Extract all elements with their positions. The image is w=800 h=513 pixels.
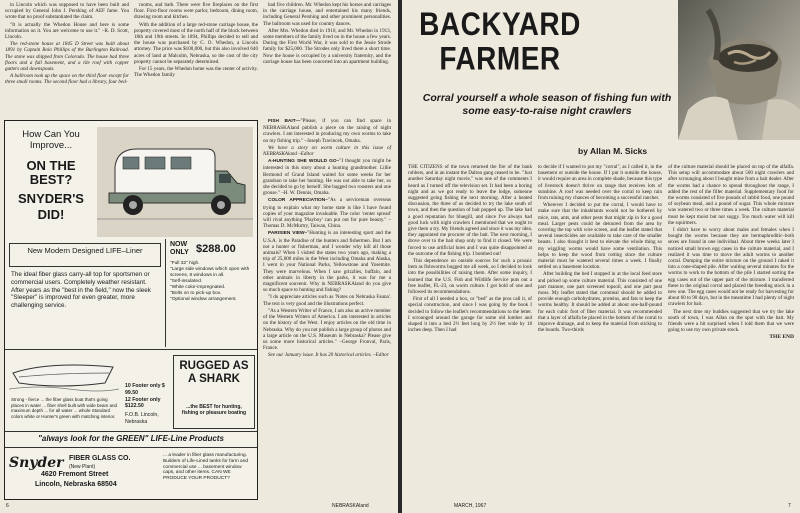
- issue-date: MARCH, 1967: [454, 503, 487, 509]
- paragraph: With the addition of a large red-stone carriage house, the property covered most of the north half of the block between 18th and 19th streets. In 1894, Phillips decided to sell and the house was purchased by C. O. Whedon, a Lincoln attorney. The price was $100,000, but this also involved 640 acres of land at Malcolm, Nebraska, so the cost of the city property cannot be separately determined.: [134, 21, 258, 65]
- article-deck: Corral yourself a whole season of fishing fun with some easy-to-raise night crawlers: [422, 92, 672, 117]
- paragraph: After building the bed I stopped in at the local feed store and picked up some culture material. This consisted of one part manure, one part screened topsoil, and one part peat moss. My leaflet stated that cornmeal should be added to provide enough carbohydrates, proteins, and fats to keep the worms healthy. It should be added at about one-half-pound for each cubic foot of fiber material. It was recommended that a layer of alfalfa be placed in the bottom of the corral to improve drainage, and to keep the material from sticking to the boards. Two-thirds: [538, 271, 662, 334]
- pickup-truck-illustration: [97, 127, 253, 237]
- snyder-did-text: SNYDER'S DID!: [18, 191, 84, 222]
- top-column-2: [134, 2, 258, 122]
- now-only-label: NOW ONLY: [170, 241, 189, 256]
- the-end-mark: THE END: [769, 334, 794, 341]
- features-list: [170, 261, 252, 303]
- on-best-text: ON THE BEST?: [26, 158, 76, 187]
- life-liner-title-box: [9, 243, 161, 267]
- feature-item: "Large side windows which open with screens, 8 windows in all.: [170, 267, 250, 278]
- divider: [5, 447, 257, 448]
- article-column-2: [538, 164, 662, 502]
- paragraph: After Mrs. Whedon died in 1910, and Mr. Whedon in 1913, some members of the family lived on in the house a few years. During the First World War, it was sold to the Jessie Strode family for $25,000. The Strodes only lived there a short time. Now the house is occupied by a university fraternity, and the carriage house has been concerted into an apartment building.: [263, 27, 391, 65]
- divider: [5, 431, 257, 432]
- how-can-text: How Can You Improve...: [22, 129, 80, 151]
- paragraph: "I do appreciate articles such as 'Notes on Nebraska Fauna'. The text is very good and the illustrations perfect.: [263, 294, 391, 307]
- paragraph: I didn't have to worry about males and females when I bought the worms because they are hermaphroditic–both sexes are found in one individual. About three weeks later I noticed small brown egg cases in the culture material, and I realized it was time to move the adult worms to another corral. Dumping the entire mixture on the ground I raked it into a cone-shaped pile. After waiting several minutes for the worms to work to the bottom of the pile I started sorting the egg cases out of the upper part of the mixture. I transferred these to the original corral and placed the breeding stock in a new one. The egg cases would not be ready for harvesting for about 60 to 90 days, but in the meantime I had plenty of night crawlers for bait.: [668, 227, 794, 308]
- boat-prices: [125, 383, 169, 426]
- boat-illustration: [9, 353, 119, 395]
- rugged-box: [173, 355, 255, 429]
- company-block: [9, 451, 159, 495]
- price-text: $288.00: [196, 243, 236, 255]
- top-column-1: [5, 2, 129, 122]
- top-column-3: [263, 2, 391, 122]
- page-number-right: 7: [788, 503, 791, 509]
- feature-item: "Optional window arrangement.: [170, 297, 237, 302]
- life-liner-description: The ideal fiber glass carry-all top for sportsmen or commercial users. Completely weather resistant. After years as the "best in the field," now the sleek "Sleeper" is improved for even greater, more challenging service.: [11, 271, 151, 310]
- letter-color: COLOR APPRECIATION–"As a serviceman overseas trying to explain what my home state is like I have found copies of your magazine invaluable. The color 'center spread' will rival anything 'Playboy' can put out for pure beauty." –Thomas D. McMurtry, Taiwan, China.: [263, 197, 391, 230]
- article-title: BACKYARD FARMER: [419, 6, 581, 77]
- paragraph: "As a Western Writer of France, I am also an active member of the Western Writers of America. I am interested in articles on the history of the West. I enjoy articles on the old time in Nebraska. Why do you not publish a large group of photos and a large article on the U.S. Museum in Nebraska? Please give us some more historical articles." –George Fronval, Paris, France.: [263, 307, 391, 352]
- paragraph: in Lincoln which was supposed to have been built and occupied by General John J. Pershing of AEF fame. You wrote that no proof substantiated the claim.: [5, 2, 129, 21]
- feature-item: "Self-insulated.: [170, 279, 203, 284]
- rugged-text: RUGGED AS A SHARK: [179, 360, 249, 385]
- feature-item: "Bolts on to pick-up box.: [170, 291, 222, 296]
- rugged-subtext: ...the BEST for hunting, fishing or pleasure boating: [181, 404, 247, 416]
- price-box: [165, 239, 254, 347]
- paragraph: THE CITIZENS of the town returned the fire of the bank robbers, and in an instant the Dalton gang ceased to be. "Just another Saturday night movie," was one of the comments I heard as I turned off the television set. It had been a boring night and as we got ready to leave the lodge, someone suggested going fishing the next morning. After a heated discussion, the three of us decided to try the lake south of town, and then the question of bait popped up. The lake had a good reputation for bluegill, and since I've always had good luck with night crawlers I mentioned that we ought to give them a try. My friends agreed and since it was my idea, they appointed me procurer of the bait. The next morning, I drove over to the bait shop only to find it closed. We were forced to use artificial lures and I was quite disappointed at the outcome of the fishing trip. I bombed out!: [408, 164, 532, 257]
- paragraph: The next time my buddies suggested that we try the lake south of town, I was Allan on the spot with the bait. My friends were a bit surprised when I told them that we were going to use my own private stock.: [668, 308, 794, 334]
- new-plant-label: (New Plant): [69, 464, 96, 470]
- byline: by Allan M. Sicks: [578, 146, 648, 156]
- snyder-logo: Snyder: [9, 455, 64, 471]
- paragraph: First of all I needed a box, or "bed" as the pros call it, of special construction, and since I was going by the book I decided to follow the leaflet's recommendations to the letter. I scrounged around the garage for some old lumber and shaped it into a bed 2½ feet long by 2½ feet wide by 18 inches deep. Then I had: [408, 296, 532, 334]
- always-look-slogan: "always look for the GREEN" LIFE-Line Products: [38, 434, 224, 443]
- editor-note: See our January issue. It has 20 historical articles. –Editor: [268, 352, 389, 359]
- boat-description: Strong - fierce ... the fiber glass boat that's going places in water ... fiber shell built with wide beam and maximum depth ... for all water ... whole Standard colors white or Hunter's green with matching interior.: [11, 397, 118, 419]
- paragraph: to decide if I wanted to put my "corral", as I called it, in the basement or outside the house. If I put it outside the house, it would require an area in complete shade, because this type of livestock doesn't thrive on range that receives lots of sunshine. A roof was needed over the corral to keep rain from ruining my chances of becoming a successful rancher.: [538, 164, 662, 202]
- fob-note: F.O.B. Lincoln, Nebraska: [125, 412, 159, 425]
- magazine-name: NEBRASKAland: [332, 503, 369, 509]
- left-page: [0, 0, 398, 513]
- letter-hunting: A-HUNTING SHE WOULD GO–"I thought you might be interested in this story about a hunting grandmother. Lillie Bermond of Grand Island waited for some weeks for her grandson to take her hunting. He was not able to take her, so she decided to go by herself. She bagged two roosters and one grouse." –H. W. Dennis, Omaha.: [263, 158, 391, 197]
- letters-column: [263, 118, 391, 503]
- hands-with-worms-photo: [678, 0, 800, 140]
- paragraph: The red-stone house at 1845 D Street was built about 1891 by Captain Rolo Phillips of the Burlington Railroad. The stone was shipped from Colorado. The house had three floors and a full basement, and a tile roof with copper gutters and downspouts.: [5, 41, 129, 73]
- paragraph: of the culture material should be placed on top of the alfalfa. This setup will accommodate about 500 night crawlers and after scrounging about I bought mine from a bait dealer. After the worms had a chance to spread throughout the range, I added the rest of the filler material. Supplementary food for the worms consisted of five pounds of rabbit food, one pound of soybean meal, and a pound of sugar. This whole mixture was watered two or three times a week. The culture material must be kept moist but not soggy. Too much water will kill the squirmers.: [668, 164, 794, 226]
- article-column-1: [408, 164, 532, 502]
- letter-parisien: PARISIEN VIEW–"Hunting is an interesting sport and the U.S.A. is the Paradise of the hunters and fishermen. But I am not a hunter or fisherman, and I wonder why kill all those animals? When I visited the states two years ago, making a trip of 25,000 miles in the West including Omaha and Alaska, I went in your National Parks, Yellowstone and Yosemite. They were marvelous. When I saw grizzlies, buffalo, and other animals in liberty in the parks, it was for me a magnificent souvenir. Why in NEBRASKAland do you give so much space to hunting and fishing?: [263, 230, 392, 294]
- divider: [5, 349, 257, 350]
- paragraph: Wherever I decided to put the corral, I would have to make sure that the inhabitants would not be bothered by mice, rats, ants, and other pests that might zip in for a good meal. Larger pests could be detoured from the area by covering the top with wire screen, and the leaflet stated that several insecticides are available to take care of the smaller beasts. I also thought it best to elevate the whole thing so my wiggling worms would have some ventilation. This helps to keep the wood from rotting since the culture material must be watered several times a week. I finally settled on a basement location.: [538, 202, 662, 271]
- paragraph: This dependence on outside sources for such a prosaic item as fishworms bugged me all week, so I decided to look into the possibilities of raising them. After some inquiry, I learned that the U.S. Fish and Wildlife Service puts out a free leaflet, FL-23, on worm culture. I got hold of one and followed its recommendations.: [408, 258, 532, 296]
- article-column-3: [668, 164, 794, 502]
- feature-item: "White color-impregnated.: [170, 285, 226, 290]
- editor-note: We have a story on worm culture in this issue of NEBRASKAland –Editor: [263, 144, 391, 158]
- company-name: FIBER GLASS CO.: [69, 455, 131, 462]
- headline-block: [9, 129, 93, 237]
- leader-blurb: ... a leader in fiber glass manufacturing. Builders of Life-Lined tanks for farm and commercial use ... basement window caps, and other items. CAN WE PRODUCE YOUR PRODUCT?: [163, 453, 249, 482]
- paragraph: A ballroom took up the space on the third floor except for three small rooms. The second floor had a library, four bed-: [5, 73, 129, 86]
- price-12-footer: 12 Footer only $122.50: [125, 396, 161, 410]
- street-address: 4620 Fremont Street: [41, 471, 109, 478]
- paragraph: For 15 years, the Whedon home was the center of activity. The Whedon family: [134, 66, 258, 79]
- paragraph: rooms, and bath. There were five fireplaces on the first floor. First-floor rooms were parlor, bedroom, dining room, drawing room and kitchen.: [134, 2, 258, 21]
- paragraph: "It is actually the Whedon House and here is some information on it. You are welcome to use it." –R. D. Scott, Lincoln.: [5, 21, 129, 41]
- right-page: [402, 0, 800, 513]
- city-address: Lincoln, Nebraska 68504: [35, 481, 117, 488]
- snyder-advertisement: [4, 120, 258, 500]
- letter-fish-bait: FISH BAIT—"Please, if you can find space in NEBRASKAland publish a piece on the raising of night crawlers. I am interested in producing my own worms to take on my fishing trip." –Joseph Travincek, Omaha.: [263, 118, 391, 144]
- feature-item: "Full 32" high.: [170, 261, 200, 266]
- page-number-left: 6: [6, 503, 9, 509]
- price-10-footer: 10 Footer only $ 99.50: [125, 383, 165, 396]
- life-liner-title: New Modern Designed LIFE–Liner: [27, 246, 143, 255]
- paragraph: had five children. Mr. Whedon kept his horses and carriages in the carriage house, and entertained his many friends, including General Pershing and other prominent personalities. The ballroom was used for country dances.: [263, 2, 391, 27]
